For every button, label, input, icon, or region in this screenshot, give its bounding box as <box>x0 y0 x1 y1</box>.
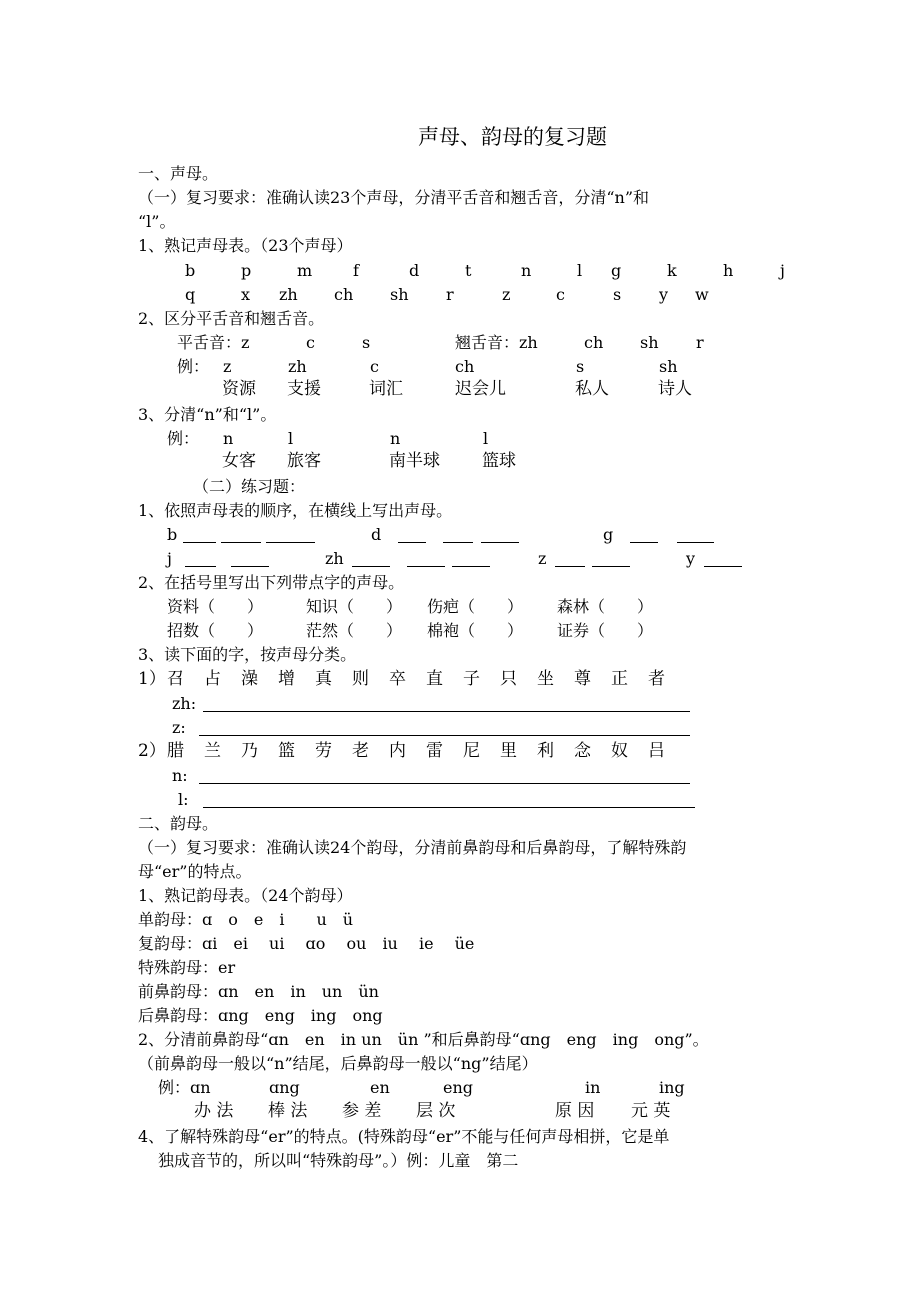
retroflex-sh: sh <box>640 333 659 352</box>
answer-blank[interactable] <box>231 566 269 567</box>
blank-letter: d <box>371 525 382 544</box>
sort-char: 增 <box>278 669 295 689</box>
sort-char: 利 <box>537 741 554 761</box>
finals-example-sound: ing <box>659 1078 685 1097</box>
finals-example-word: 参 差 <box>342 1101 382 1121</box>
retroflex-ch: ch <box>584 333 604 352</box>
s1-requirements-line2: “l”。 <box>138 212 176 231</box>
s1-item-1: 1、熟记声母表。（23个声母） <box>138 236 353 255</box>
blank-letter: z <box>538 549 547 568</box>
s2-item-4-line2: 独成音节的，所以叫“特殊韵母”。）例：儿童 第二 <box>158 1151 519 1170</box>
bracket-item[interactable]: 茫然（ ） <box>306 621 403 640</box>
answer-blank[interactable] <box>407 566 445 567</box>
answer-blank[interactable] <box>221 542 261 543</box>
initial-letter: d <box>409 261 420 280</box>
finals-example-sound: ɑng <box>269 1078 300 1097</box>
sort-char: 子 <box>463 669 480 689</box>
sort-char: 吕 <box>648 741 665 761</box>
initial-letter: t <box>465 261 472 280</box>
sort-char: 腊 <box>167 741 184 761</box>
example-sound: s <box>576 357 585 376</box>
nl-sound: l <box>288 429 294 448</box>
special-final: 特殊韵母：er <box>138 958 236 977</box>
nl-word: 篮球 <box>482 451 516 471</box>
finals-example-label: 例：ɑn <box>158 1078 211 1097</box>
sort-char: 劳 <box>315 741 332 761</box>
bracket-item[interactable]: 棉袍（ ） <box>427 621 524 640</box>
initial-letter: x <box>241 285 251 304</box>
finals-example-word: 层 次 <box>416 1101 456 1121</box>
finals-example-sound: eng <box>443 1078 474 1097</box>
s2-item-2: 2、分清前鼻韵母“ɑn en in un ün ”和后鼻韵母“ɑng eng ing ong”。 <box>138 1030 709 1049</box>
initial-letter: q <box>185 285 196 304</box>
section-2-heading: 二、韵母。 <box>138 814 219 833</box>
nl-sound: n <box>223 429 234 448</box>
zh-answer-line[interactable] <box>203 711 690 712</box>
blank-letter: zh <box>325 549 344 568</box>
sort-char: 尊 <box>574 669 591 689</box>
practice-2: 2、在括号里写出下列带点字的声母。 <box>138 573 405 592</box>
retroflex-r: r <box>696 333 704 352</box>
retroflex-label: 翘舌音：zh <box>455 333 538 352</box>
initial-letter: l <box>577 261 583 280</box>
initial-letter: n <box>521 261 532 280</box>
zh-label: zh: <box>172 694 197 713</box>
practice-3: 3、读下面的字，按声母分类。 <box>138 645 357 664</box>
s2-item-2-note: （前鼻韵母一般以“n”结尾，后鼻韵母一般以“ng”结尾） <box>138 1054 538 1073</box>
s1-requirements-line1: （一）复习要求：准确认读23个声母，分清平舌音和翘舌音，分清“n”和 <box>138 188 650 207</box>
practice-heading: （二）练习题： <box>193 477 306 496</box>
initial-letter: c <box>556 285 565 304</box>
nl-word: 南半球 <box>389 451 440 471</box>
page-title: 声母、韵母的复习题 <box>418 125 607 149</box>
sort-char: 雷 <box>426 741 443 761</box>
initial-letter: r <box>446 285 454 304</box>
sub-item-label: 1） <box>138 669 166 689</box>
answer-blank[interactable] <box>481 542 519 543</box>
flat-tongue-label: 平舌音：z <box>177 333 250 352</box>
z-label: z: <box>172 718 186 737</box>
nl-word: 女客 <box>222 451 256 471</box>
nl-sound: l <box>483 429 489 448</box>
answer-blank[interactable] <box>592 566 630 567</box>
n-label: n: <box>172 766 188 785</box>
finals-example-word: 元 英 <box>631 1101 671 1121</box>
initial-letter: h <box>723 261 734 280</box>
s2-requirements-line1: （一）复习要求：准确认读24个韵母，分清前鼻韵母和后鼻韵母，了解特殊韵 <box>138 838 687 857</box>
sort-char: 卒 <box>389 669 406 689</box>
example-word: 词汇 <box>369 379 403 399</box>
sort-char: 者 <box>648 669 665 689</box>
finals-example-word: 办 法 <box>194 1101 234 1121</box>
sort-char: 正 <box>611 669 628 689</box>
initial-letter: ch <box>334 285 354 304</box>
sub-item-label: 2） <box>138 741 166 761</box>
s2-requirements-line2: 母“er”的特点。 <box>138 862 252 881</box>
sort-char: 澡 <box>241 669 258 689</box>
blank-letter: b <box>167 525 178 544</box>
nl-sound: n <box>390 429 401 448</box>
answer-blank[interactable] <box>704 566 742 567</box>
single-finals: 单韵母：ɑ o e i u ü <box>138 910 354 929</box>
sort-char: 坐 <box>537 669 554 689</box>
answer-blank[interactable] <box>398 542 426 543</box>
l-answer-line[interactable] <box>203 807 695 808</box>
sort-char: 乃 <box>241 741 258 761</box>
finals-example-word: 棒 法 <box>268 1101 308 1121</box>
back-nasal-finals: 后鼻韵母：ɑng eng ing ong <box>138 1006 383 1025</box>
bracket-item[interactable]: 知识（ ） <box>306 597 403 616</box>
example-sound: zh <box>288 357 307 376</box>
initial-letter: zh <box>279 285 298 304</box>
example-word: 诗人 <box>658 379 692 399</box>
answer-blank[interactable] <box>183 542 216 543</box>
initial-letter: m <box>297 261 313 280</box>
compound-finals: 复韵母：ɑi ei ui ɑo ou iu ie üe <box>138 934 475 953</box>
finals-example-word: 原 因 <box>555 1101 595 1121</box>
l-label: l: <box>178 790 189 809</box>
blank-letter: j <box>167 549 172 568</box>
finals-example-sound: in <box>585 1078 601 1097</box>
sort-char: 里 <box>500 741 517 761</box>
front-nasal-finals: 前鼻韵母：ɑn en in un ün <box>138 982 379 1001</box>
practice-1: 1、依照声母表的顺序，在横线上写出声母。 <box>138 501 453 520</box>
initial-letter: p <box>241 261 252 280</box>
n-answer-line[interactable] <box>199 783 690 784</box>
sort-char: 内 <box>389 741 406 761</box>
sort-char: 老 <box>352 741 369 761</box>
s2-item-4-line1: 4、了解特殊韵母“er”的特点。(特殊韵母“er”不能与任何声母相拼，它是单 <box>138 1127 670 1146</box>
blank-letter: y <box>686 549 696 568</box>
initial-letter: sh <box>390 285 409 304</box>
sort-char: 只 <box>500 669 517 689</box>
flat-tongue-s: s <box>362 333 371 352</box>
finals-example-sound: en <box>370 1078 390 1097</box>
initial-letter: g <box>611 261 622 280</box>
sort-char: 直 <box>426 669 443 689</box>
bracket-item[interactable]: 森林（ ） <box>557 597 654 616</box>
answer-blank[interactable] <box>677 542 714 543</box>
z-answer-line[interactable] <box>199 735 690 736</box>
sort-char: 篮 <box>278 741 295 761</box>
bracket-item[interactable]: 伤疤（ ） <box>427 597 524 616</box>
example-sound: c <box>370 357 379 376</box>
example-sound: ch <box>455 357 475 376</box>
bracket-item[interactable]: 招数（ ） <box>167 621 264 640</box>
sort-char: 念 <box>574 741 591 761</box>
sort-char: 召 <box>167 669 184 689</box>
example-label: 例： <box>177 357 210 376</box>
initial-letter: j <box>780 261 785 280</box>
sort-char: 占 <box>204 669 221 689</box>
example-label: 例： <box>167 429 200 448</box>
answer-blank[interactable] <box>266 542 315 543</box>
answer-blank[interactable] <box>630 542 658 543</box>
sort-char: 尼 <box>463 741 480 761</box>
answer-blank[interactable] <box>352 566 390 567</box>
sort-char: 则 <box>352 669 369 689</box>
sort-char: 真 <box>315 669 332 689</box>
example-sound: z <box>223 357 232 376</box>
example-word: 支援 <box>287 379 321 399</box>
nl-word: 旅客 <box>287 451 321 471</box>
example-sound: sh <box>659 357 678 376</box>
initial-letter: b <box>185 261 196 280</box>
flat-tongue-c: c <box>306 333 315 352</box>
example-word: 资源 <box>222 379 256 399</box>
initial-letter: f <box>353 261 359 280</box>
sort-char: 奴 <box>611 741 628 761</box>
initial-letter: s <box>613 285 622 304</box>
answer-blank[interactable] <box>555 566 585 567</box>
example-word: 私人 <box>575 379 609 399</box>
section-1-heading: 一、声母。 <box>138 164 219 183</box>
blank-letter: g <box>603 525 614 544</box>
s1-item-2: 2、区分平舌音和翘舌音。 <box>138 309 325 328</box>
example-word: 迟会儿 <box>455 379 506 399</box>
sort-char: 兰 <box>204 741 221 761</box>
answer-blank[interactable] <box>185 566 216 567</box>
initial-letter: k <box>667 261 677 280</box>
initial-letter: w <box>695 285 709 304</box>
initial-letter: z <box>502 285 511 304</box>
bracket-item[interactable]: 资料（ ） <box>167 597 264 616</box>
answer-blank[interactable] <box>443 542 473 543</box>
bracket-item[interactable]: 证券（ ） <box>557 621 654 640</box>
s2-item-1: 1、熟记韵母表。（24个韵母） <box>138 886 353 905</box>
answer-blank[interactable] <box>452 566 490 567</box>
s1-item-3: 3、分清“n”和“l”。 <box>138 405 277 424</box>
initial-letter: y <box>659 285 669 304</box>
